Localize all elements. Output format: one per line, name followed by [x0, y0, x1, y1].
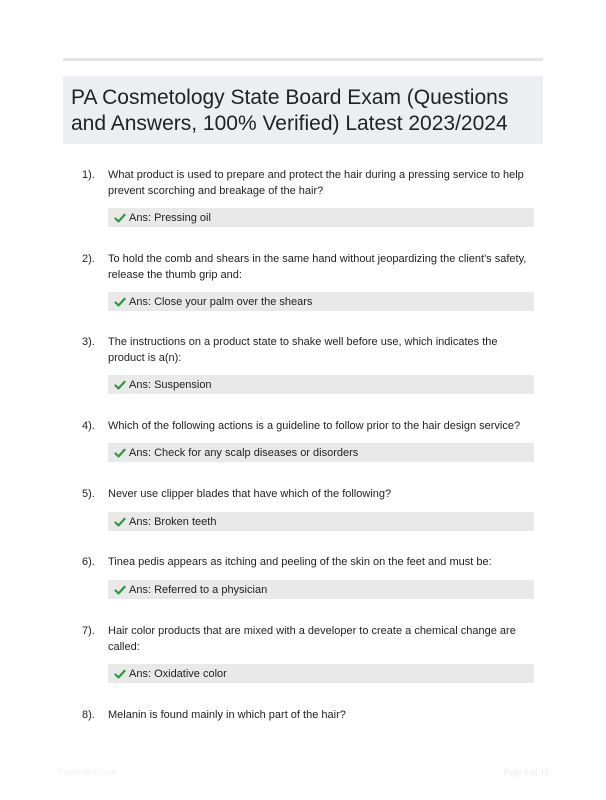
answer-box [108, 375, 534, 394]
answer-text: Ans: Close your palm over the shears [129, 295, 313, 308]
check-icon [114, 516, 126, 528]
question-text: Melanin is found mainly in which part of the hair? [108, 709, 346, 721]
question-text: Hair color products that are mixed with a developer to create a chemical change are called: [108, 625, 516, 653]
answer-box [108, 580, 534, 599]
answer-box [108, 664, 534, 683]
page-number: Page 1 of 12 [503, 767, 549, 777]
answer-box [108, 512, 534, 531]
question-number: 3). [82, 336, 95, 348]
question-text: Tinea pedis appears as itching and peeling of the skin on the feet and must be: [108, 556, 492, 568]
check-icon [114, 212, 126, 224]
question-text: The instructions on a product state to shake well before use, which indicates the product is a(n): [108, 336, 498, 364]
answer-box [108, 292, 534, 311]
question-number: 4). [82, 420, 95, 432]
document-title: PA Cosmetology State Board Exam (Questions and Answers, 100% Verified) Latest 2023/2024 [71, 86, 509, 135]
question-number: 8). [82, 709, 95, 721]
check-icon [114, 447, 126, 459]
answer-box [108, 208, 534, 227]
answer-box [108, 443, 534, 462]
question-number: 5). [82, 488, 95, 500]
answer-text: Ans: Referred to a physician [129, 583, 268, 596]
check-icon [114, 379, 126, 391]
check-icon [114, 584, 126, 596]
answer-text: Ans: Broken teeth [129, 515, 217, 528]
question-number: 6). [82, 556, 95, 568]
check-icon [114, 668, 126, 680]
question-number: 7). [82, 625, 95, 637]
answer-text: Ans: Oxidative color [129, 667, 227, 680]
answer-text: Ans: Suspension [129, 378, 212, 391]
question-text: What product is used to prepare and protect the hair during a pressing service to help prevent scorching and breakage of the hair? [108, 169, 524, 197]
answer-text: Ans: Check for any scalp diseases or disorders [129, 446, 359, 459]
question-number: 1). [82, 169, 95, 181]
question-text: Which of the following actions is a guideline to follow prior to the hair design service? [108, 420, 521, 432]
footer-watermark: Paperslibr.com [57, 767, 117, 777]
check-icon [114, 296, 126, 308]
title-banner [63, 76, 543, 144]
top-divider [63, 58, 543, 61]
question-text: To hold the comb and shears in the same hand without jeopardizing the client's safety, release the thumb grip and: [108, 253, 527, 281]
question-number: 2). [82, 253, 95, 265]
question-text: Never use clipper blades that have which of the following? [108, 488, 392, 500]
answer-text: Ans: Pressing oil [129, 211, 211, 224]
